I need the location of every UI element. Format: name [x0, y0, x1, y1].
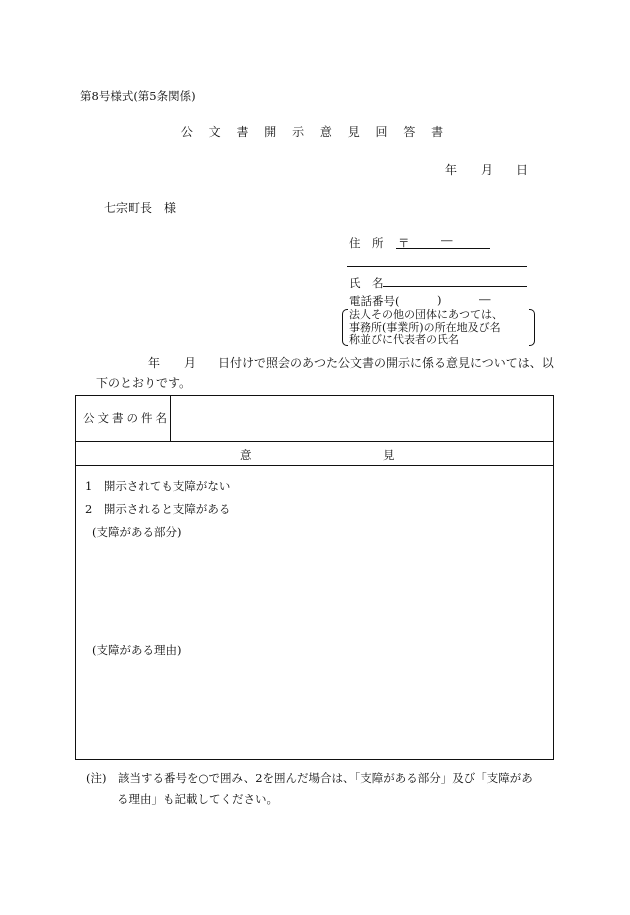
corporation-note — [342, 309, 535, 346]
phone-dash: ― — [479, 292, 491, 306]
date-day-label: 日 — [516, 163, 529, 177]
corporation-note-line-3: 称並びに代表者の氏名 — [349, 333, 459, 346]
corporation-note-line-2: 事務所(事業所)の所在地及び名 — [349, 320, 501, 334]
opinion-header-char-1: 意 — [240, 448, 252, 462]
intro-text-line-1: 日付けで照会のあつた公文書の開示に係る意見については、以 — [218, 356, 554, 370]
intro-year-label: 年 — [148, 356, 161, 370]
option-no-impediment: 1 開示されても支障がない — [85, 479, 231, 493]
note-line-1: (注) 該当する番号を○で囲み、2を囲んだ場合は、「支障がある部分」及び「支障があ — [86, 771, 533, 785]
option-impediment: 2 開示されると支障がある — [85, 502, 231, 516]
address-line — [347, 266, 527, 267]
address-label: 住 所 — [349, 236, 384, 250]
note-line-2: る理由」も記載してください。 — [117, 792, 278, 806]
phone-label: 電話番号( — [349, 294, 400, 308]
impediment-part-label: (支障がある部分) — [92, 525, 182, 539]
postal-mark: 〒 — [398, 236, 410, 250]
subject-row — [76, 396, 553, 442]
corporation-note-line-1: 法人その他の団体にあつては、 — [349, 308, 503, 321]
subject-label: 公文書の件名 — [76, 396, 171, 441]
opinion-header-char-2: 見 — [383, 448, 395, 462]
name-label: 氏 名 — [349, 276, 384, 290]
intro-month-label: 月 — [184, 356, 197, 370]
intro-text-line-2: 下のとおりです。 — [96, 376, 192, 390]
date-month-label: 月 — [481, 163, 494, 177]
name-line — [383, 286, 527, 287]
postal-code-line — [396, 248, 490, 249]
impediment-reason-label: (支障がある理由) — [92, 643, 182, 657]
opinion-header-row — [76, 442, 553, 466]
opinion-table — [75, 395, 554, 760]
addressee: 七宗町長 様 — [104, 201, 177, 215]
date-year-label: 年 — [445, 163, 458, 177]
document-title: 公 文 書 開 示 意 見 回 答 書 — [180, 125, 450, 139]
postal-code-dash: ― — [441, 233, 453, 247]
phone-paren-close: ) — [437, 293, 442, 307]
form-number-label: 第8号様式(第5条関係) — [80, 89, 196, 103]
